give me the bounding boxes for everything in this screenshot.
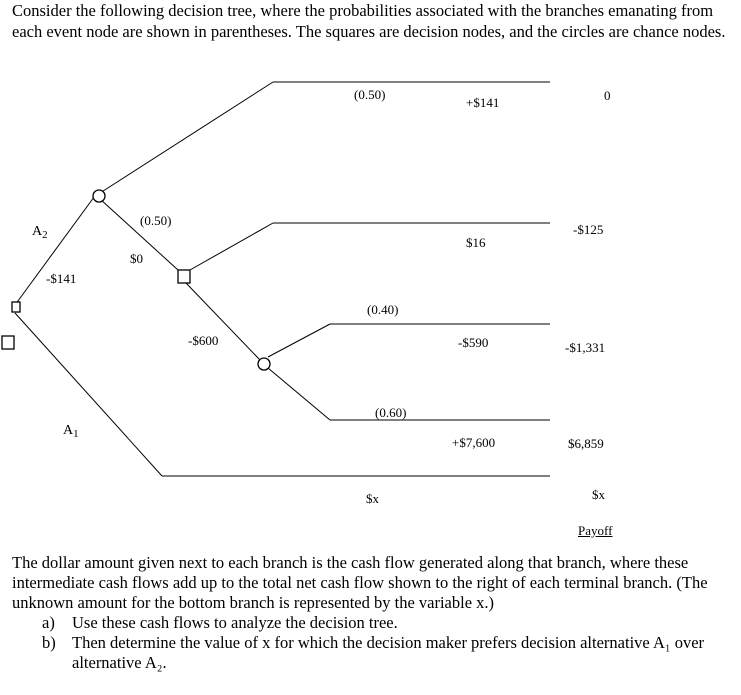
branch-a1 xyxy=(15,313,162,476)
decision-node-2 xyxy=(178,270,190,283)
decision-node-legend xyxy=(2,336,14,349)
footer-paragraph: The dollar amount given next to each branch is the cash flow generated along that branch, where these intermediate cash flows add up to the total net cash flow shown to the right of each terminal branch. (The unknown amount for the bottom branch is represented by the variable x.) xyxy=(12,553,708,612)
chance-node-2 xyxy=(258,358,270,370)
payoff-top: 0 xyxy=(604,88,611,103)
cash-mid: $16 xyxy=(466,235,486,250)
intro-paragraph: Consider the following decision tree, where the probabilities associated with the branches emanating from each event node are shown in parentheses. The squares are decision nodes, and the circles are chance nodes. xyxy=(12,1,726,41)
question-list xyxy=(12,613,737,673)
prob-top: (0.50) xyxy=(354,87,386,102)
question-marker: b) xyxy=(42,633,56,652)
branch-a2 xyxy=(15,193,97,305)
question-item xyxy=(12,613,737,633)
prob-mid: (0.50) xyxy=(140,213,172,228)
cash-a2: -$141 xyxy=(46,271,77,286)
branch-decision2-to-chance2 xyxy=(186,283,260,360)
cash-down: +$7,600 xyxy=(452,435,496,450)
cash-top: +$141 xyxy=(466,95,500,110)
chance-node-1 xyxy=(93,190,105,202)
branch-up xyxy=(268,324,330,357)
question-marker: a) xyxy=(42,613,55,632)
branch-down xyxy=(268,368,330,420)
branch-mid xyxy=(190,223,273,270)
branch-top xyxy=(100,82,273,193)
alt-a2-label: $A_2$ xyxy=(32,224,48,241)
cash-decision2-to-chance2: -$600 xyxy=(188,333,219,348)
footer-text xyxy=(12,553,737,673)
question-text: Then determine the value of x for which the decision maker prefers decision alternative A₁ over alternative A₂. xyxy=(72,633,705,672)
question-item xyxy=(12,633,737,673)
question-text: Use these cash flows to analyze the decision tree. xyxy=(72,613,398,632)
payoff-mid: -$125 xyxy=(573,222,604,237)
alt-a1-label: $A_1$ xyxy=(63,423,79,440)
payoff-bottom: $x xyxy=(592,487,605,502)
cash-up: -$590 xyxy=(458,335,489,350)
prob-up: (0.40) xyxy=(367,302,399,317)
cash-to-decision2: $0 xyxy=(130,251,143,266)
prob-down: (0.60) xyxy=(375,405,407,420)
payoff-up: -$1,331 xyxy=(565,340,606,355)
payoff-header: Payoff xyxy=(578,523,613,538)
cash-a1: $x xyxy=(366,491,379,506)
payoff-down: $6,859 xyxy=(568,436,604,451)
decision-node-root xyxy=(12,302,20,312)
